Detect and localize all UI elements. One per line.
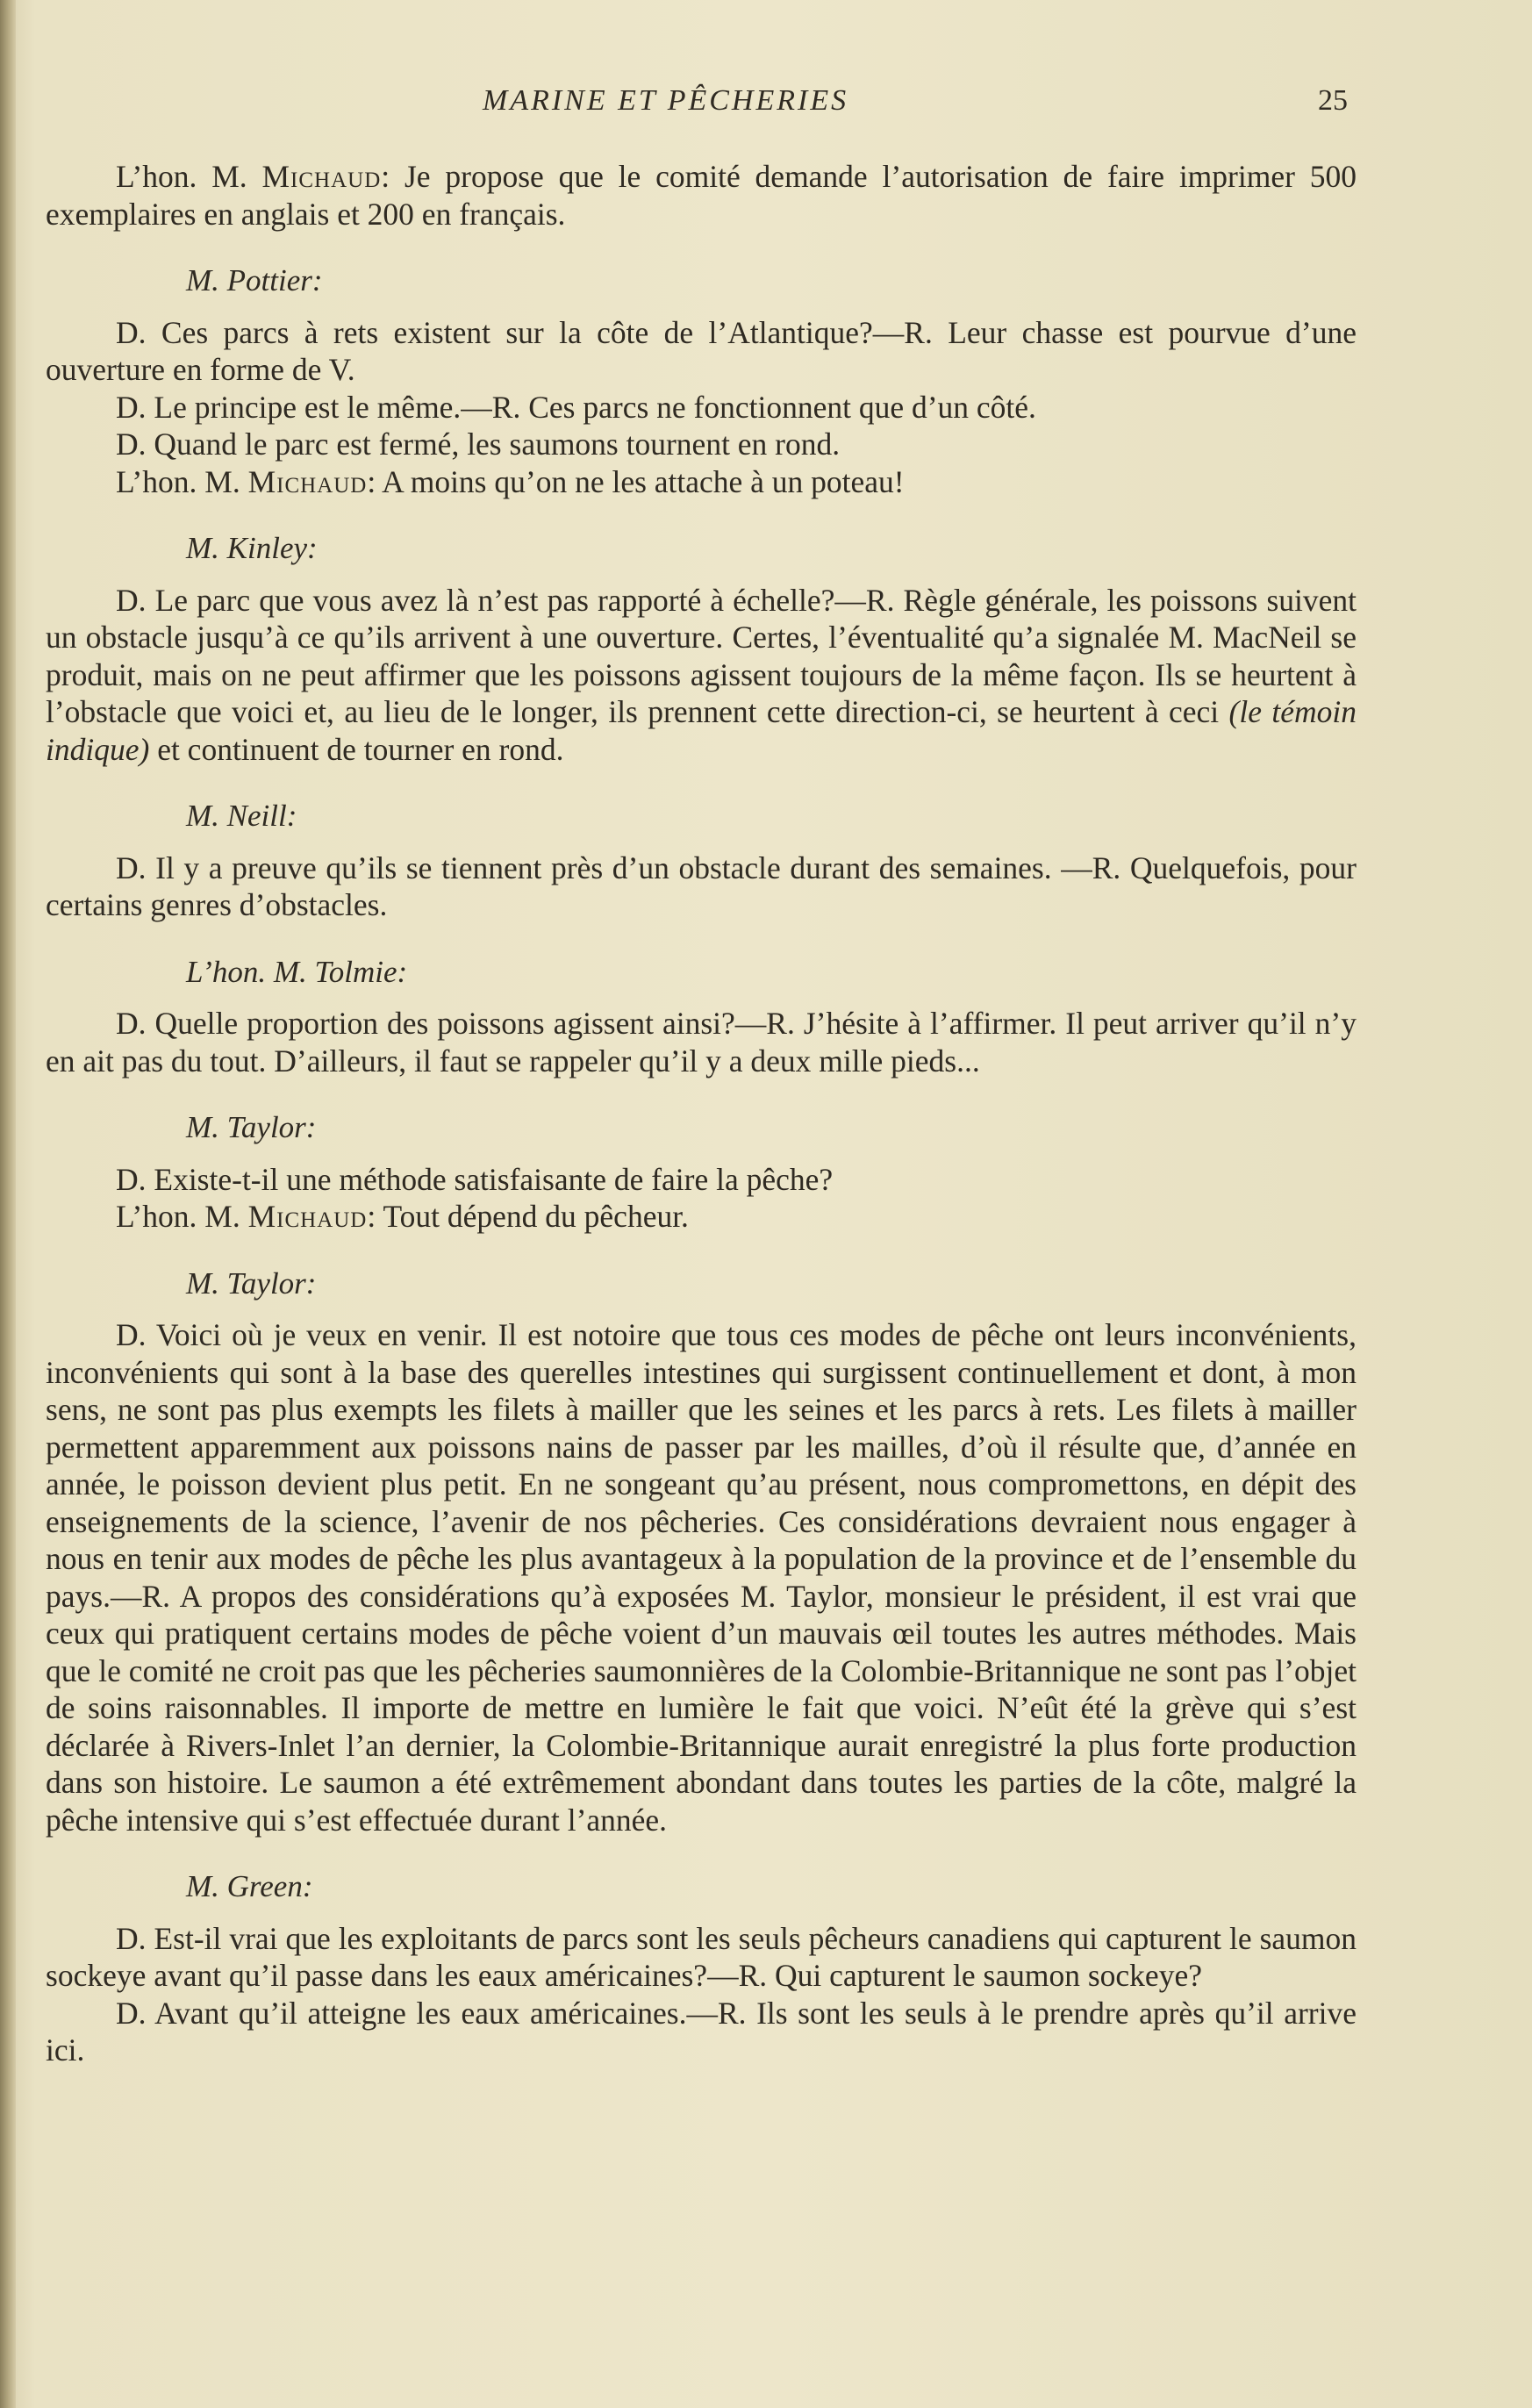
paragraph-text: D. Voici où je veux en venir. Il est notoire que tous ces modes de pêche ont leurs inconvénients, inconvénients qui sont à la base des querelles intestines qui surgissent continuellement et dont, à mon sens, ne sont pas plus exempts les filets à mailler que les seines et les parcs à rets. Les filets à mailler permettent apparemment aux poissons nains de passer par les mailles, d’où il résulte que, d’année en année, le poisson devient plus petit. En ne songeant qu’au présent, nous compromettons, en dépit des enseignements de la science, l’avenir de nos pêcheries. Ces considérations devraient nous engager à nous en tenir aux modes de pêche les plus avantageux à la population de la province et de l’ensemble du pays.—R. A propos des considérations qu’à exposées M. Taylor, monsieur le président, il est vrai que ceux qui pratiquent certains modes de pêche voient d’un mauvais œil toutes les autres méthodes. Mais que le comité ne croit pas que les pêcheries saumonnières de la Colombie-Britannique ne sont pas l’objet de soins raisonnables. Il importe de mettre en lumière le fait que voici. N’eût été la grève qui s’est déclarée à Rivers-Inlet l’an dernier, la Colombie-Britannique aurait enregistré la plus forte production dans son histoire. Le saumon a été extrêmement abondant dans toutes les parties de la côte, malgré la pêche intensive qui s’est effectuée durant l’année. <box>46 1317 1357 1838</box>
binding-edge <box>0 0 16 2408</box>
paragraph <box>46 426 1357 463</box>
speaker-heading: M. Taylor: <box>186 1265 317 1301</box>
paragraph <box>46 1995 1357 2069</box>
paragraph-text: D. Il y a preuve qu’ils se tiennent près d’un obstacle durant des semaines. —R. Quelquefois, pour certains genres d’obstacles. <box>46 849 1357 922</box>
paragraph-text: D. Ces parcs à rets existent sur la côte de l’Atlantique?—R. Leur chasse est pourvue d’une ouverture en forme de V. <box>46 314 1357 387</box>
paragraph <box>46 1161 1357 1199</box>
paragraph-text: D. Le parc que vous avez là n’est pas rapporté à échelle?—R. Règle générale, les poissons suivent un obstacle jusqu’à ce qu’ils arrivent à une ouverture. Certes, l’éventualité qu’a signalée M. MacNeil se produit, mais on ne peut affirmer que les poissons agissent toujours de la même façon. Ils se heurtent à l’obstacle que voici et, au lieu de le longer, ils prennent cette direction-ci, se heurtent à ceci <box>46 582 1357 729</box>
speaker-name: Michaud <box>261 159 382 194</box>
speaker-heading: M. Kinley: <box>186 531 318 565</box>
paragraph <box>46 849 1357 924</box>
paragraph-text: : A moins qu’on ne les attache à un poteau! <box>367 463 905 499</box>
speaker-heading: M. Green: <box>186 1869 313 1903</box>
paragraph <box>46 1005 1357 1079</box>
speaker-heading: L’hon. M. Tolmie: <box>186 954 408 989</box>
paragraph-text: D. Quelle proportion des poissons agissent ainsi?—R. J’hésite à l’affirmer. Il peut arriver qu’il n’y en ait pas du tout. D’ailleurs, il faut se rappeler qu’il y a deux mille pieds... <box>46 1006 1357 1079</box>
paragraph <box>46 1316 1357 1838</box>
paragraph-text: D. Le principe est le même.—R. Ces parcs ne fonctionnent que d’un côté. <box>116 389 1036 425</box>
page-header <box>0 84 1532 128</box>
paragraph <box>46 463 1357 501</box>
paragraph-text: D. Quand le parc est fermé, les saumons tournent en rond. <box>116 426 841 462</box>
speaker-heading: M. Pottier: <box>186 263 323 297</box>
paragraph <box>46 1198 1357 1236</box>
stage-direction: (le témoin indique) <box>46 694 1357 767</box>
paragraph-text: : Tout dépend du pêcheur. <box>367 1199 689 1234</box>
speaker-label: L’hon. M. <box>116 463 248 499</box>
speaker-heading: M. Taylor: <box>186 1110 317 1144</box>
speaker-label: L’hon. M. <box>116 1199 248 1234</box>
speaker-label: L’hon. M. <box>116 159 262 194</box>
paragraph <box>46 389 1357 426</box>
paragraph-text: D. Est-il vrai que les exploitants de parcs sont les seuls pêcheurs canadiens qui capturent le saumon sockeye avant qu’il passe dans les eaux américaines?—R. Qui capturent le saumon sockeye? <box>46 1920 1357 1993</box>
page-number: 25 <box>1318 84 1348 117</box>
paragraph <box>46 314 1357 389</box>
speaker-name: Michaud <box>247 1199 368 1234</box>
speaker-name: Michaud <box>247 463 368 499</box>
document-body <box>46 158 1357 2069</box>
paragraph <box>46 158 1357 233</box>
paragraph <box>46 582 1357 769</box>
paragraph-text-tail: et continuent de tourner en rond. <box>149 731 564 767</box>
paragraph-text: D. Existe-t-il une méthode satisfaisante de faire la pêche? <box>116 1161 834 1197</box>
running-title: MARINE ET PÊCHERIES <box>483 84 849 117</box>
paragraph-text: : Je propose que le comité demande l’autorisation de faire imprimer 500 exemplaires en anglais et 200 en français. <box>46 159 1357 232</box>
speaker-heading: M. Neill: <box>186 799 297 833</box>
paragraph-text: D. Avant qu’il atteigne les eaux américaines.—R. Ils sont les seuls à le prendre après qu’il arrive ici. <box>46 1995 1357 2068</box>
paragraph <box>46 1920 1357 1995</box>
